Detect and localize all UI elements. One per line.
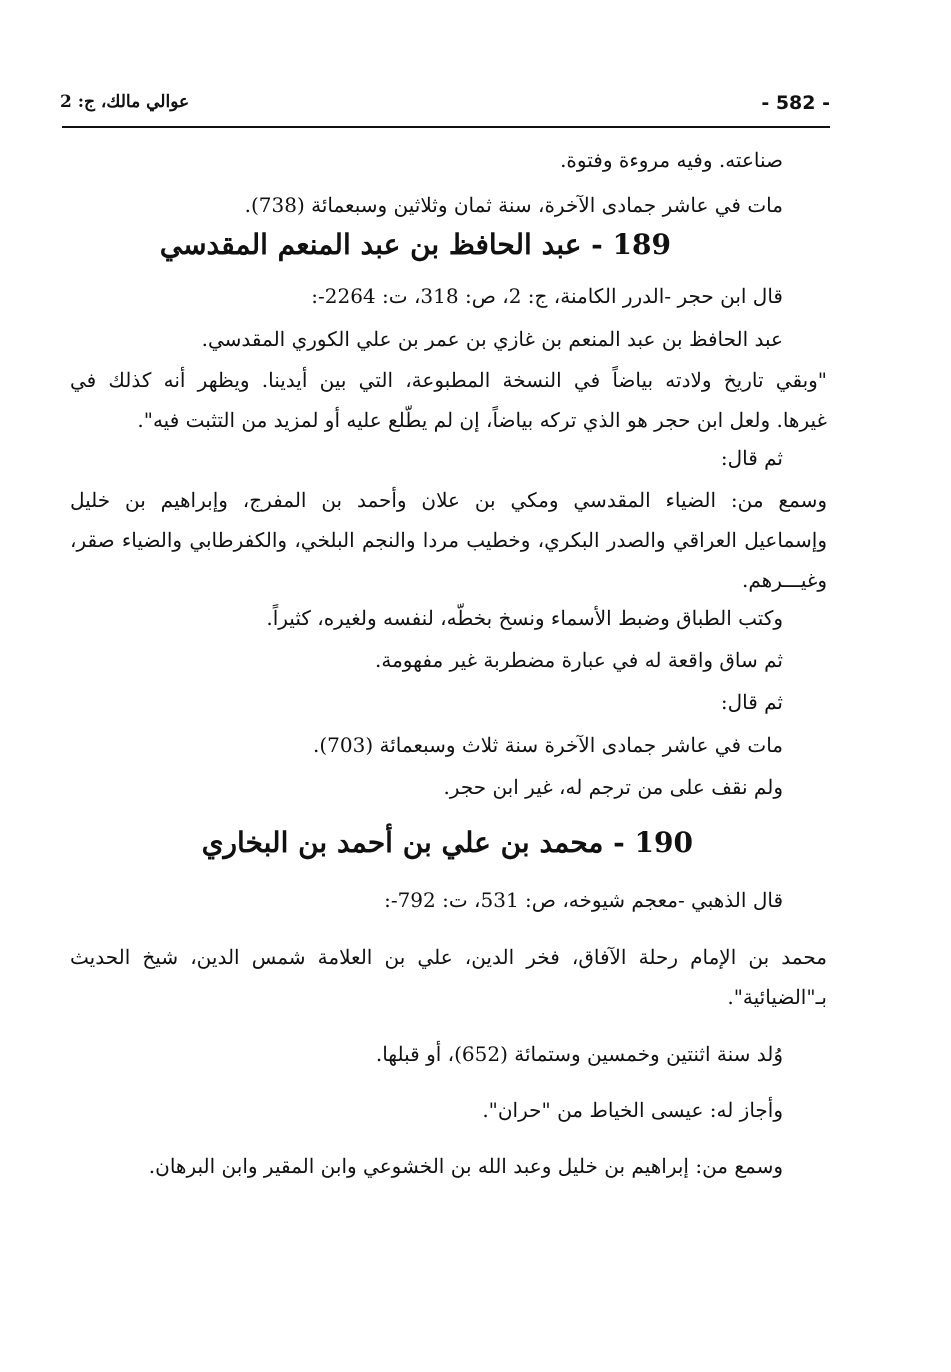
text-line: وسمع من: الضياء المقدسي ومكي بن علان وأحمد بن المفرج، وإبراهيم بن خليل	[70, 488, 827, 512]
text-line: وإسماعيل العراقي والصدر البكري، وخطيب مردا والنجم البلخي، والكفرطابي والضياء صقر،	[70, 528, 827, 552]
text-line: ولم نقف على من ترجم له، غير ابن حجر.	[443, 775, 783, 799]
text-line: ثم ساق واقعة له في عبارة مضطربة غير مفهومة.	[375, 648, 783, 672]
text-line: محمد بن الإمام رحلة الآفاق، فخر الدين، علي بن العلامة شمس الدين، شيخ الحديث	[70, 945, 827, 969]
text-line: ثم قال:	[720, 446, 783, 470]
text-line: عبد الحافظ بن عبد المنعم بن غازي بن عمر بن علي الكوري المقدسي.	[201, 327, 783, 351]
text-line: مات في عاشر جمادى الآخرة، سنة ثمان وثلاثين وسبعمائة (738).	[244, 193, 783, 217]
text-line: ثم قال:	[720, 690, 783, 714]
entry-heading-190: 190 - محمد بن علي بن أحمد بن البخاري	[201, 826, 693, 859]
text-line: وأجاز له: عيسى الخياط من "حران".	[482, 1098, 783, 1122]
entry-heading-189: 189 - عبد الحافظ بن عبد المنعم المقدسي	[159, 228, 671, 261]
text-line: وسمع من: إبراهيم بن خليل وعبد الله بن الخشوعي وابن المقير وابن البرهان.	[148, 1154, 783, 1178]
text-line: وكتب الطباق وضبط الأسماء ونسخ بخطّه، لنفسه ولغيره، كثيراً.	[266, 606, 783, 630]
text-line: قال ابن حجر -الدرر الكامنة، ج: 2، ص: 318، ت: 2264-:	[311, 284, 783, 308]
running-header	[60, 92, 830, 122]
text-line: "وبقي تاريخ ولادته بياضاً في النسخة المطبوعة، التي بين أيدينا. ويظهر أنه كذلك في	[70, 368, 827, 392]
text-line: قال الذهبي -معجم شيوخه، ص: 531، ت: 792-:	[384, 888, 783, 912]
text-line: غيرها. ولعل ابن حجر هو الذي تركه بياضاً، إن لم يطّلع عليه أو لمزيد من التثبت فيه".	[137, 408, 827, 432]
page-number: - 582 -	[761, 92, 830, 114]
text-line: بـ"الضيائية".	[727, 985, 827, 1009]
text-line: وُلد سنة اثنتين وخمسين وستمائة (652)، أو قبلها.	[375, 1042, 783, 1066]
header-rule	[62, 126, 830, 128]
book-title: عوالي مالك، ج: 2	[60, 92, 190, 112]
text-line: وغيـــرهم.	[742, 568, 827, 592]
text-line: مات في عاشر جمادى الآخرة سنة ثلاث وسبعمائة (703).	[312, 733, 783, 757]
text-line: صناعته. وفيه مروءة وفتوة.	[560, 148, 783, 172]
